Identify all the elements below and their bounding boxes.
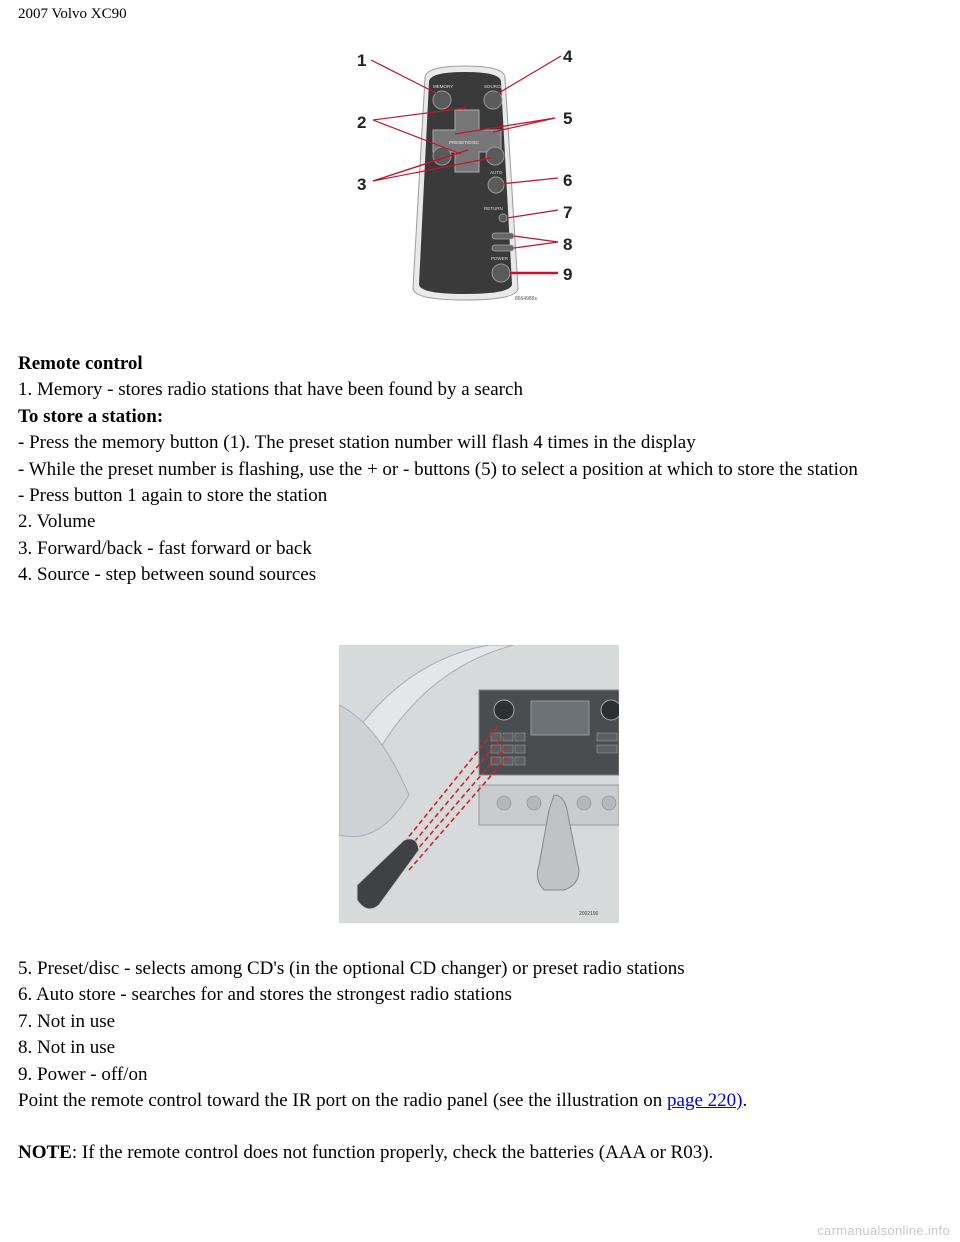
point-remote-end: . [742, 1090, 748, 1112]
callout-8: 8 [563, 235, 573, 254]
callout-7: 7 [563, 203, 573, 222]
dashboard-ir-figure [339, 645, 619, 923]
return-button-shape [499, 214, 507, 222]
item-preset-disc: 5. Preset/disc - selects among CD's (in the optional CD changer) or preset radio stations [18, 958, 685, 979]
power-button-shape [492, 264, 510, 282]
item-memory: 1. Memory - stores radio stations that have been found by a search [18, 379, 523, 401]
item-forward-back: 3. Forward/back - fast forward or back [18, 537, 312, 559]
unused-button-shape-a [492, 233, 514, 239]
callout-1: 1 [357, 51, 367, 70]
callout-6: 6 [563, 171, 573, 190]
callout-9: 9 [563, 265, 573, 284]
store-step-3: - Press button 1 again to store the station [18, 485, 328, 507]
page-220-link[interactable]: page 220) [667, 1090, 743, 1112]
store-station-heading: To store a station: [18, 405, 164, 427]
preset-disc-label: PRESET/DISC [449, 140, 480, 145]
figure1-code: 8664989s [515, 296, 537, 302]
item-8: 8. Not in use [18, 1037, 116, 1059]
return-label: RETURN [484, 206, 503, 211]
auto-button-shape [488, 177, 504, 193]
callout-5: 5 [563, 109, 573, 128]
item-7: 7. Not in use [18, 1010, 116, 1032]
callout-3: 3 [357, 175, 367, 194]
watermark: carmanualsonline.info [817, 1223, 950, 1238]
source-button-shape [484, 91, 502, 109]
item-auto-store: 6. Auto store - searches for and stores the strongest radio stations [18, 984, 512, 1006]
item-volume: 2. Volume [18, 511, 96, 533]
point-remote-text [18, 1088, 948, 1114]
note-paragraph [18, 1140, 948, 1166]
unused-button-shape-b [492, 245, 514, 251]
item-source: 4. Source - step between sound sources [18, 564, 317, 586]
figure2-code: 2002190 [579, 911, 599, 917]
remote-control-description-continued [18, 956, 948, 1167]
forward-button-shape [486, 147, 504, 165]
section-heading: Remote control [18, 353, 143, 374]
power-label: POWER [491, 256, 509, 261]
auto-label: AUTO [490, 170, 503, 175]
memory-button-shape [433, 91, 451, 109]
remote-control-figure [343, 38, 588, 313]
item-power: 9. Power - off/on [18, 1063, 148, 1085]
note-label: NOTE [18, 1142, 72, 1164]
note-text: : If the remote control does not function properly, check the batteries (AAA or R03). [71, 1142, 714, 1164]
store-step-2: - While the preset number is flashing, use the + or - buttons (5) to select a position at which to store the station [18, 458, 858, 480]
store-step-1: - Press the memory button (1). The preset station number will flash 4 times in the display [18, 432, 696, 454]
page-header: 2007 Volvo XC90 [18, 6, 127, 22]
point-remote-body: Point the remote control toward the IR port on the radio panel (see the illustration on [18, 1090, 668, 1112]
remote-control-description [18, 351, 948, 589]
source-label: SOURCE [484, 84, 504, 89]
memory-label: MEMORY [433, 84, 454, 89]
callout-2: 2 [357, 113, 367, 132]
callout-4: 4 [563, 47, 573, 66]
